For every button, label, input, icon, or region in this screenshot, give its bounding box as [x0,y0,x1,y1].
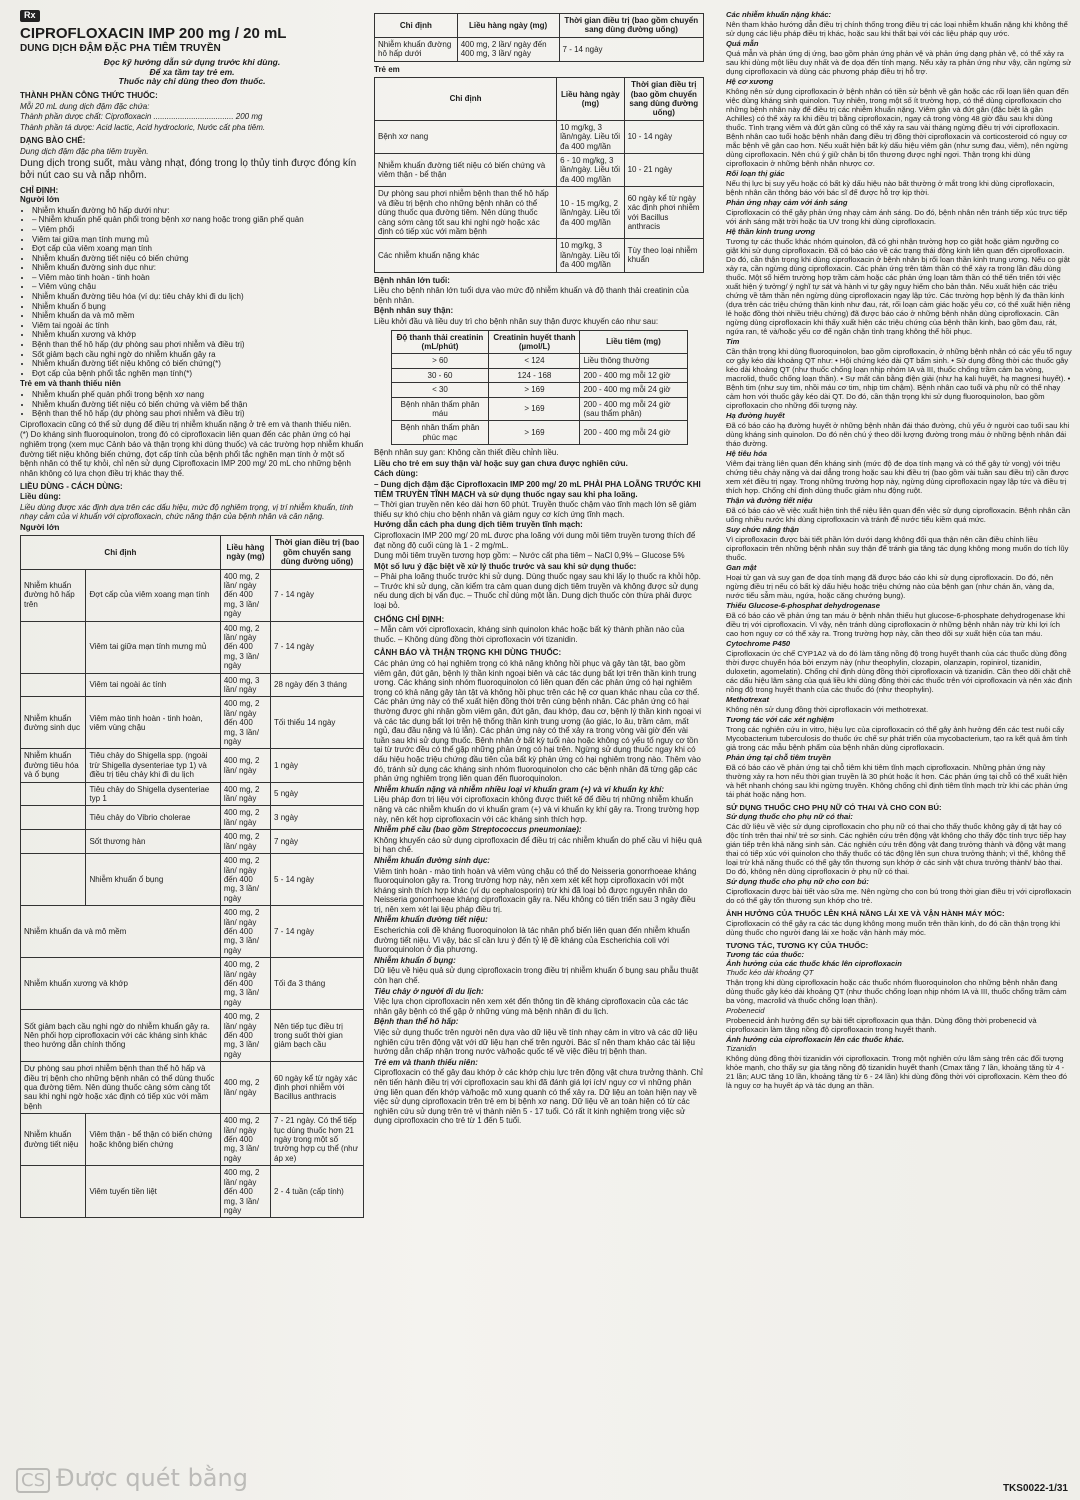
table-row [21,569,364,621]
tiz-text: Không dùng đồng thời tizanidin với ciprofloxacin. Trong một nghiên cứu lâm sàng trên các đối tượng khỏe mạnh, cho thấy sự gia tăng nồng độ tizanidin huyết thanh (Cmax tăng 7 lần, khoảng tăng từ 4 - 21 lần; AUC tăng 10 lần, khoảng tăng từ 6 - 24 lần) khi dùng đồng thời với ciprofloxacin. Kèm theo đó là nguy cơ hạ huyết áp và tác dụng an thần. [726,1054,1067,1090]
document-code: TKS0022-1/31 [1002,1483,1068,1494]
photo-heading: Phản ứng nhạy cảm với ánh sáng [726,198,848,207]
table-cell: Nhiễm khuẩn đường tiêu hóa và ổ bụng [21,749,86,782]
list-item: • Nhiễm khuẩn đường sinh dục như: [32,263,364,273]
composition-heading: THÀNH PHẦN CÔNG THỨC THUỐC: [20,90,158,100]
table-cell: Nhiễm khuẩn đường hô hấp dưới [375,37,458,61]
qt-text: Thận trọng khi dùng ciprofloxacin hoặc các thuốc nhóm fluoroquinolon cho những bệnh nhân đang dùng thuốc gây kéo dài khoảng QT (như thuốc chống loạn nhịp nhóm IA và III, thuốc chống trầm cảm ba vòng, macrolid và thuốc chống loạn thần). [726,978,1067,1005]
table-cell: 5 - 14 ngày [271,854,364,906]
table-cell: 30 - 60 [391,368,489,382]
product-title: CIPROFLOXACIN IMP 200 mg / 20 mL [20,24,287,42]
urinary-heading: Nhiễm khuẩn đường tiết niệu: [374,915,488,925]
table-row [391,421,687,445]
genital-heading: Nhiễm khuẩn đường sinh dục: [374,855,490,865]
table-cell: 400 mg, 2 lần/ ngày đến 400 mg, 3 lần/ ngày [220,1114,270,1166]
children-heading: Trẻ em và thanh thiếu niên [20,379,121,389]
severe-heading: Nhiễm khuẩn nặng và nhiễm nhiều loại vi khuẩn gram (+) và vi khuẩn kỵ khí: [374,784,665,794]
table-header: Chỉ định [375,78,557,121]
table-row [375,37,704,61]
table-cell: 400 mg, 2 lần/ ngày [220,806,270,830]
table-cell: Nhiễm khuẩn đường hô hấp trên [21,569,86,621]
inj-heading: Phản ứng tại chỗ tiêm truyền [726,753,831,762]
vision-heading: Rối loạn thị giác [726,169,785,178]
table-cell: Nhiễm khuẩn đường tiết niệu có biến chứng và viêm thận - bể thận [375,154,557,187]
elderly-text: Liều cho bệnh nhân lớn tuổi dựa vào mức độ nhiễm khuẩn và độ thanh thải creatinin của bệnh nhân. [374,286,689,305]
table-cell: Sốt thương hàn [86,830,220,854]
table-cell: Dự phòng sau phơi nhiễm bệnh than thể hô hấp và điều trị bệnh cho những bệnh nhân có thể dùng thuốc qua đường tiêm. Nên dùng thuốc càng sớm càng tốt sau khi nghi ngờ hoặc xác định có tiếp xúc với mầm bệnh [21,1062,221,1114]
form-heading: DẠNG BÀO CHẾ: [20,136,86,146]
digest-heading: Hệ tiêu hóa [726,449,767,458]
dosage-heading: LIỀU DÙNG - CÁCH DÙNG: [20,482,123,492]
usage-heading: Cách dùng: [374,469,418,479]
special-text: – Phải pha loãng thuốc trước khi sử dụng. Dùng thuốc ngay sau khi lấy lọ thuốc ra khỏi hộp. – Trước khi sử dụng, cần kiểm tra cảm quan dung dịch tiêm truyền và không được sử dụng nếu dung dịch bị vẩn đục. – Thuốc chỉ dùng một lần. Dung dịch thuốc còn thừa phải được loại bỏ. [374,572,701,611]
table-cell: 7 - 14 ngày [271,906,364,958]
preg-text: Các dữ liệu về việc sử dụng ciprofloxacin cho phụ nữ có thai cho thấy thuốc không gây dị tật hay có độc tính trên thai nhi/ trẻ sơ sinh. Các nghiên cứu trên động vật không cho thấy độc tính trực tiếp hay gián tiếp trên khả năng sinh sản. Các nghiên cứu trên động vật đang trưởng thành và động vật mang thai có tiếp xúc với quinolon cho thấy thuốc có tác động lên sụn chưa trưởng thành; vì thế, không thể loại trừ khả năng thuốc có thể gây tổn thương sụn khớp ở các sinh vật chưa trưởng thành/ bào thai. Do đó, không nên dùng ciprofloxacin ở phụ nữ có thai. [726,822,1067,876]
table-cell: 200 - 400 mg mỗi 24 giờ (sau thẩm phân) [580,397,687,421]
table-cell: 10 - 15 mg/kg, 2 lần/ngày. Liều tối đa 400 mg/lần [557,187,624,239]
warning-heading: CẢNH BÁO VÀ THẬN TRỌNG KHI DÙNG THUỐC: [374,648,562,658]
list-item: • Đợt cấp của bệnh phổi tắc nghẽn mạn tính(*) [32,369,364,379]
list-item: • Bệnh than thể hô hấp (dự phòng sau phơi nhiễm và điều trị) [32,409,364,419]
table-cell: 400 mg, 2 lần/ ngày [220,782,270,806]
effect-heading: Ảnh hưởng của ciprofloxacin lên các thuốc khác. [726,1035,905,1044]
table-cell: 124 - 168 [489,368,580,382]
table-cell: 400 mg, 2 lần/ ngày [220,749,270,782]
table-header: Chỉ định [375,14,458,38]
table-cell: 400 mg, 2 lần/ ngày đến 400 mg, 3 lần/ ngày [457,37,559,61]
abdominal-heading: Nhiễm khuẩn ổ bụng: [374,955,456,965]
table-row [375,187,704,239]
list-item: • Nhiễm khuẩn đường tiết niệu có biến chứng [32,254,364,264]
cns-heading: Hệ thần kinh trung ương [726,227,815,236]
table-cell: Tối thiểu 14 ngày [271,697,364,749]
table-cell: Sốt giảm bạch cầu nghi ngờ do nhiễm khuẩn gây ra. Nên phối hợp ciprofloxacin với các kháng sinh khác theo hướng dẫn chính thống [21,1010,221,1062]
renal-text: Liều khởi đầu và liều duy trì cho bệnh nhân suy thận được khuyến cáo như sau: [374,316,659,326]
kids-text: Ciprofloxacin có thể gây đau khớp ở các khớp chịu lực trên động vật chưa trưởng thành. Chỉ nên tiến hành điều trị với ciprofloxacin sau khi đã đánh giá lợi ích/ nguy cơ vì những phản ứng liên quan đến khớp và/hoặc mô xung quanh có thể xảy ra. Dữ liệu an toàn hiện nay về việc sử dụng ciprofloxacin trên trẻ em bị bệnh xơ nang. Dữ liệu về an toàn hiện có từ các nghiên cứu sử dụng trên trẻ vị thành niên 5 - 17 tuổi. Có rất ít kinh nghiệm trong việc sử dụng ciprofloxacin cho trẻ từ 1 đến 5 tuổi. [374,1068,703,1126]
g6pd-heading: Thiếu Glucose-6-phosphat dehydrogenase [726,601,881,610]
list-item: • – Viêm vùng chậu [32,282,364,292]
table-row [375,239,704,272]
table-cell: Viêm thận - bể thận có biến chứng hoặc không biến chứng [86,1114,220,1166]
pneumo-heading: Nhiễm phế cầu (bao gồm Streptococcus pneumoniae): [374,825,582,835]
table-row [21,854,364,906]
list-item: • Nhiễm khuẩn đường tiết niệu có biến chứng và viêm bể thận [32,400,364,410]
table-cell: Tiêu chảy do Vibrio cholerae [86,806,220,830]
table-cell: < 30 [391,383,489,397]
musc-heading: Hệ cơ xương [726,77,774,86]
usage-text-2: – Thời gian truyền nên kéo dài hơn 60 phút. Truyền thuốc chậm vào tĩnh mạch lớn sẽ giảm thiểu sự khó chịu cho bệnh nhân và giảm nguy cơ kích ứng tĩnh mạch. [374,500,697,519]
prob-heading: Probenecid [726,1006,765,1015]
watermark-text: Được quét bằng [56,1464,248,1492]
table-header: Thời gian điều trị (bao gồm chuyển sang dùng đường uống) [271,536,364,569]
preg-sub: Sử dụng thuốc cho phụ nữ có thai: [726,812,853,821]
renal-fn-text: Vì ciprofloxacin được bài tiết phần lớn dưới dạng không đổi qua thận nên cần điều chỉnh liều ciprofloxacin trên những bệnh nhân suy thận để tránh gia tăng tác dụng không mong muốn do tích lũy thuốc. [726,535,1069,562]
table-row [21,1010,364,1062]
table-cell: 28 ngày đến 3 tháng [271,673,364,697]
table-row [21,958,364,1010]
contra-heading: CHỐNG CHỈ ĐỊNH: [374,614,445,624]
lact-sub: Sử dụng thuốc cho phụ nữ cho con bú: [726,877,869,886]
hyper-heading: Quá mẫn [726,39,759,48]
preg-heading: SỬ DỤNG THUỐC CHO PHỤ NỮ CÓ THAI VÀ CHO CON BÚ: [726,803,942,812]
list-item: • – Viêm phổi [32,225,364,235]
table-cell: 10 mg/kg, 3 lần/ngày. Liều tối đa 400 mg/lần [557,120,624,153]
table-row [21,673,364,697]
table-cell: 200 - 400 mg mỗi 12 giờ [580,368,687,382]
travel-heading: Tiêu chảy ở người đi du lịch: [374,986,484,996]
adults-dosage-heading: Người lớn [20,522,60,532]
dosage-sub: Liều dùng: [20,491,61,501]
hyper-text: Quá mẫn và phản ứng dị ứng, bao gồm phản ứng phản vệ và phản ứng dạng phản vệ, có thể xảy ra sau khi dùng một liều duy nhất và đe dọa đến tính mạng. Nếu xảy ra phản ứng như vậy, cần ngừng sử dụng ciprofloxacin và dùng các phương pháp điều trị hỗ trợ. [726,49,1072,76]
table-cell: 3 ngày [271,806,364,830]
test-text: Trong các nghiên cứu in vitro, hiệu lực của ciprofloxacin có thể gây ảnh hưởng đến các test nuôi cấy Mycobacterium tuberculosis do thuốc ức chế sự phát triển của mycobacterium, tạo ra kết quả âm tính giả trong các mẫu bệnh phẩm của bệnh nhân dùng ciprofloxacin. [726,725,1068,752]
table-cell: 10 mg/kg, 3 lần/ngày. Liều tối đa 400 mg/lần [557,239,624,272]
table-cell: > 169 [489,383,580,397]
heart-text: Cần thận trọng khi dùng fluoroquinolon, bao gồm ciprofloxacin, ở những bệnh nhân có các yếu tố nguy cơ gây kéo dài khoảng QT như: • Hội chứng kéo dài QT bẩm sinh. • Sử dụng đồng thời các thuốc gây kéo dài khoảng QT (như thuốc chống loạn nhịp nhóm IA và III, thuốc chống trầm cảm ba vòng, macrolid, thuốc chống loạn thần). • Sự mất cân bằng điện giải (như hạ kali huyết, hạ magnesi huyết). • Bệnh tim (như suy tim, nhồi máu cơ tim, nhịp tim chậm). Bệnh nhân cao tuổi và phụ nữ có thể nhạy cảm hơn với thuốc gây kéo dài QT. Do đó, cần thận trọng khi sử dụng fluoroquinolon, bao gồm ciprofloxacin cho những đối tượng này. [726,347,1072,410]
table-cell: 400 mg, 2 lần/ ngày đến 400 mg, 3 lần/ ngày [220,906,270,958]
dilute-heading: Hướng dẫn cách pha dung dịch tiêm truyền tĩnh mạch: [374,520,583,530]
table-cell [21,830,86,854]
liver-fn-text: Hoại tử gan và suy gan đe dọa tính mạng đã được báo cáo khi sử dụng ciprofloxacin. Do đó, nên ngừng điều trị nếu có bất kỳ dấu hiệu hoặc triệu chứng nào của bệnh gan (như chán ăn, vàng da, nước tiểu sẫm màu, ngứa, hoặc căng chướng bụng). [726,573,1055,600]
table-cell: 400 mg, 3 lần/ ngày [220,673,270,697]
table-cell: Viêm tai ngoài ác tính [86,673,220,697]
table-row [391,354,687,368]
table-cell: Nên tiếp tục điều trị trong suốt thời gian giảm bạch cầu [271,1010,364,1062]
tiz-heading: Tizanidin [726,1044,757,1053]
table-cell: Đợt cấp của viêm xoang mạn tính [86,569,220,621]
table-header: Thời gian điều trị (bao gồm chuyển sang dùng đường uống) [559,14,703,38]
table-cell: 7 - 14 ngày [271,621,364,673]
cns-text: Tương tự các thuốc khác nhóm quinolon, đã có ghi nhận trường hợp co giật hoặc giảm ngưỡng co giật khi sử dụng ciprofloxacin. Đã có báo cáo về các trạng thái động kinh liên quan đến ciprofloxacin. Do đó, cần thận trọng khi dùng ciprofloxacin ở bệnh nhân bị rối loạn thần kinh trung ương. Nếu co giật xảy ra, cần ngừng dùng ciprofloxacin. Các phản ứng trên tâm thần có thể xảy ra trong lần đầu dùng thuốc. Một số hiếm trường hợp trầm cảm hoặc các phản ứng loạn tâm thần có thể tiến triển tới việc xuất hiện ý tưởng/ ý nghĩ tự sát và hành vi tự gây nguy hiểm cho bản thân. Nếu xuất hiện các triệu chứng về tâm thần nên ngừng dùng ciprofloxacin ngay lập tức. Các trường hợp bệnh lý đa thần kinh (dựa trên các triệu chứng thần kinh như đau, rát, rối loạn cảm giác hoặc yếu cơ, có thể xuất hiện riêng lẻ hoặc đồng thời nhiều triệu chứng) đã được báo cáo ở những bệnh nhân dùng ciprofloxacin. Cần ngừng dùng ciprofloxacin khi thấy xuất hiện các triệu chứng của bệnh thần kinh, bao gồm đau, rát, ngứa ran, tê và/hoặc yếu cơ để ngăn chặn tình trạng không thể hồi phục. [726,237,1071,336]
pneumo-text: Không khuyến cáo sử dụng ciprofloxacin để điều trị các nhiễm khuẩn do phế cầu vì hiệu quả bị hạn chế. [374,835,702,855]
elderly-heading: Bệnh nhân lớn tuổi: [374,275,450,285]
table-row [21,1114,364,1166]
table-cell: Nhiễm khuẩn xương và khớp [21,958,221,1010]
table-cell: 400 mg, 2 lần/ ngày đến 400 mg, 3 lần/ ngày [220,1010,270,1062]
mtx-heading: Methotrexat [726,695,770,704]
table-row [375,120,704,153]
drive-heading: ẢNH HƯỞNG CỦA THUỐC LÊN KHẢ NĂNG LÁI XE VÀ VẬN HÀNH MÁY MÓC: [726,909,1005,918]
table-cell: Nhiễm khuẩn đường tiết niệu [21,1114,86,1166]
table-cell: 200 - 400 mg mỗi 24 giờ [580,383,687,397]
children-dosage-heading: Trẻ em [374,64,400,74]
table-cell: > 169 [489,421,580,445]
table-cell: > 60 [391,354,489,368]
kidney-text: Đã có báo cáo về việc xuất hiện tinh thể niệu liên quan đến việc sử dụng ciprofloxacin. Bệnh nhân cần uống nhiều nước khi dùng ciprofloxacin và tránh để nước tiểu kiềm quá mức. [726,506,1071,524]
list-item: • Nhiễm khuẩn đường tiết niệu không có biến chứng(*) [32,359,364,369]
table-cell: Nhiễm khuẩn đường sinh dục [21,697,86,749]
table-cell: 7 ngày [271,830,364,854]
table-cell [21,782,86,806]
abdominal-text: Dữ liệu về hiệu quả sử dụng ciprofloxacin trong điều trị nhiễm khuẩn ổ bụng sau phẫu thuật còn hạn chế. [374,966,699,986]
dilute-text: Ciprofloxacin IMP 200 mg/ 20 mL được pha loãng với dung môi tiêm truyền tương thích để đạt nồng độ cuối cùng là 1 - 2 mg/mL. [374,530,696,550]
urinary-text: Escherichia coli đề kháng fluoroquinolon là tác nhân phổ biến liên quan đến nhiễm khuẩn đường tiết niệu. Vì vậy, bác sĩ cần lưu ý đến tỷ lệ đề kháng của Escherichia coli với fluoroquinolon ở địa phương. [374,926,690,955]
notice-2: Để xa tầm tay trẻ em. [149,66,235,77]
table-cell [21,854,86,906]
other-text: Nên tham khảo hướng dẫn điều trị chính thống trong điều trị các loại nhiễm khuẩn nặng khi không thể sử dụng các liệu pháp điều trị khác, hoặc sau khi thất bại với các liệu pháp quy ước. [726,20,1068,38]
table-row [391,397,687,421]
test-heading: Tương tác với các xét nghiệm [726,715,835,724]
cyp-heading: Cytochrome P450 [726,639,791,648]
list-item: • – Nhiễm khuẩn phế quản phổi trong bệnh xơ nang hoặc trong giãn phế quản [32,215,364,225]
table-cell: 60 ngày kể từ ngày xác định phơi nhiễm với Bacillus anthracis [624,187,703,239]
composition-active: Thành phần dược chất: Ciprofloxacin .................................... 200 mg [20,112,263,122]
special-heading: Một số lưu ý đặc biệt về xử lý thuốc trước và sau khi sử dụng thuốc: [374,561,637,571]
table-cell [21,806,86,830]
table-header: Chỉ định [21,536,221,569]
inj-text: Đã có báo cáo về phản ứng tại chỗ tiêm khi tiêm tĩnh mạch ciprofloxacin. Những phản ứng này thường xảy ra hơn nếu thời gian truyền là 30 phút hoặc ít hơn. Các phản ứng tại chỗ có thể xuất hiện và hết nhanh chóng sau khi ngừng truyền. Không chống chỉ định tiêm tĩnh mạch trừ khi các phản ứng tái phát hoặc nặng hơn. [726,763,1068,799]
adult-indications [20,206,364,379]
table-cell: 60 ngày kể từ ngày xác định phơi nhiễm với Bacillus anthracis [271,1062,364,1114]
table-row [21,621,364,673]
table-cell: 6 - 10 mg/kg, 3 lần/ngày. Liều tối đa 400 mg/lần [557,154,624,187]
other-heading: Các nhiễm khuẩn nặng khác: [726,10,832,19]
dilute-text-2: Dung môi tiêm truyền tương hợp gồm: – Nước cất pha tiêm – NaCl 0,9% – Glucose 5% [374,551,685,561]
table-cell: 400 mg, 2 lần/ ngày đến 400 mg, 3 lần/ ngày [220,1166,270,1218]
list-item: • Nhiễm khuẩn xương và khớp [32,330,364,340]
table-header: Liều tiêm (mg) [580,330,687,354]
table-header: Creatinin huyết thanh (µmol/L) [489,330,580,354]
table-cell: Bệnh xơ nang [375,120,557,153]
list-item: • Viêm tai giữa mạn tính mưng mủ [32,235,364,245]
table-cell: 10 - 21 ngày [624,154,703,187]
g6pd-text: Đã có báo cáo về phản ứng tan máu ở bệnh nhân thiếu hụt glucose-6-phosphate dehydrogenase khi điều trị với ciprofloxacin. Vì vậy, nên tránh dùng ciprofloxacin ở những bệnh nhân này trừ khi lợi ích cao hơn nguy cơ có thể xảy ra. Trong trường hợp này, cần theo dõi sự xuất hiện của tan máu. [726,611,1065,638]
mtx-text: Không nên sử dụng đồng thời ciprofloxacin với methotrexat. [726,705,929,714]
table-row [21,1166,364,1218]
list-item: • Nhiễm khuẩn da và mô mềm [32,311,364,321]
table-row [391,368,687,382]
column-1 [20,10,364,1221]
table-cell: 400 mg, 2 lần/ ngày đến 400 mg, 3 lần/ ngày [220,569,270,621]
prob-text: Probenecid ảnh hưởng đến sự bài tiết ciprofloxacin qua thận. Dùng đồng thời probenecid và ciprofloxacin làm tăng nồng độ ciprofloxacin trong huyết thanh. [726,1016,1037,1034]
table-cell: Nhiễm khuẩn ổ bụng [86,854,220,906]
table-cell: Bệnh nhân thẩm phân phúc mạc [391,421,489,445]
table-cell: 200 - 400 mg mỗi 24 giờ [580,421,687,445]
interaction-sub-2: Ảnh hưởng của các thuốc khác lên ciprofloxacin [726,959,902,968]
renal-heading: Bệnh nhân suy thận: [374,306,454,316]
adults-heading: Người lớn [20,195,60,205]
table-header: Độ thanh thải creatinin (mL/phút) [391,330,489,354]
usage-text: – Dung dịch đậm đặc Ciprofloxacin IMP 200 mg/ 20 mL PHẢI PHA LOÃNG TRƯỚC KHI TIÊM TRUYỀN TĨNH MẠCH và sử dụng thuốc ngay sau khi pha loãng. [374,479,701,499]
renal-table [391,330,688,446]
musc-text: Không nên sử dụng ciprofloxacin ở bệnh nhân có tiền sử bệnh về gân hoặc các rối loạn liên quan đến việc dùng kháng sinh quinolon. Tuy nhiên, trong một số ít trường hợp, có thể dùng ciprofloxacin cho những bệnh nhân này để điều trị các nhiễm khuẩn nặng. Viêm gân và đứt gân (đặc biệt là gân Achilles) có thể xảy ra khi điều trị bằng ciprofloxacin, ngay cả trong vòng 48 giờ đầu sau khi dùng thuốc. Tình trạng viêm và đứt gân cũng có thể xảy ra sau vài tháng ngừng điều trị với ciprofloxacin. Bệnh nhân cao tuổi hoặc bệnh nhân đang điều trị đồng thời ciprofloxacin và corticosteroid có nguy cơ mắc bệnh về gân cao hơn. Nếu xuất hiện bất kỳ dấu hiệu viêm gân (như sưng đau, viêm), nên ngừng dùng ciprofloxacin. Nên chú ý giữ chân bị tổn thương được nghỉ ngơi. Thận trọng khi dùng ciprofloxacin ở những bệnh nhân nhược cơ. [726,87,1069,168]
table-cell: 2 - 4 tuần (cấp tính) [271,1166,364,1218]
child-indications [20,390,364,419]
column-2 [374,10,704,1127]
table-cell: Bệnh nhân thẩm phân máu [391,397,489,421]
table-header: Liều hàng ngày (mg) [557,78,624,121]
table-header: Liều hàng ngày (mg) [220,536,270,569]
lact-text: Ciprofloxacin được bài tiết vào sữa mẹ. Nên ngừng cho con bú trong thời gian điều trị với ciprofloxacin do có thể gây tổn thương sụn khớp cho trẻ. [726,887,1072,905]
footnote: (*) Do kháng sinh fluoroquinolon, trong đó có ciprofloxacin liên quan đến các phản ứng có hại nghiêm trọng (xem mục Cảnh báo và thận trọng khi dùng thuốc) và các trường hợp nhiễm khuẩn đường tiết niệu không biến chứng, đợt cấp tính của bệnh phổi tắc nghẽn mạn tính ở một số bệnh nhân có thể tự khỏi, chỉ nên sử dụng Ciprofloxacin IMP 200 mg/ 20 mL cho những bệnh nhân không có lựa chọn điều trị khác thay thế. [20,430,364,478]
table-row [21,1062,364,1114]
drive-text: Ciprofloxacin có thể gây ra các tác dụng không mong muốn trên thần kinh, do đó cần thận trọng khi dùng thuốc cho người đang lái xe hoặc vận hành máy móc. [726,919,1060,937]
severe-text: Liệu pháp đơn trị liệu với ciprofloxacin không được thiết kế để điều trị những nhiễm khuẩn nặng và các nhiễm khuẩn do vi khuẩn gram (+) và vi khuẩn kỵ khí gây ra. Trong trường hợp này, nên kết hợp ciprofloxacin với các kháng sinh thích hợp. [374,795,700,824]
table-cell: 10 - 14 ngày [624,120,703,153]
children-dosage-table [374,77,704,272]
table-cell: Nhiễm khuẩn da và mô mềm [21,906,221,958]
list-item: • – Viêm mào tinh hoàn - tinh hoàn [32,273,364,283]
glyc-heading: Hạ đường huyết [726,411,785,420]
table-row [21,782,364,806]
table-cell: Dự phòng sau phơi nhiễm bệnh than thể hô hấp và điều trị bệnh cho những bệnh nhân có thể dùng thuốc qua đường tiêm. Nên dùng thuốc càng sớm càng tốt sau khi nghi ngờ hoặc xác định có tiếp xúc với mầm bệnh [375,187,557,239]
list-item: • Viêm tai ngoài ác tính [32,321,364,331]
table-cell: > 169 [489,397,580,421]
list-item: • Nhiễm khuẩn ổ bụng [32,302,364,312]
scanner-logo: CS [16,1468,50,1493]
table-cell: 7 - 14 ngày [559,37,703,61]
table-cell: Tiêu chảy do Shigella spp. (ngoài trừ Shigella dysenteriae typ 1) và điều trị tiêu chảy khi đi du lịch [86,749,220,782]
table-cell: Tùy theo loại nhiễm khuẩn [624,239,703,272]
digest-text: Viêm đại tràng liên quan đến kháng sinh (mức độ đe dọa tính mạng và có thể gây tử vong) với triệu chứng tiêu chảy nặng và dai dẳng trong hoặc sau khi điều trị (bao gồm vài tuần sau điều trị) cần được xem xét điều trị ngay. Trong những trường hợp này, ngừng dùng ciprofloxacin ngay lập tức và điều trị thích hợp. Chống chỉ định dùng thuốc giảm nhu động ruột. [726,459,1069,495]
table-cell: 400 mg, 2 lần/ ngày [220,830,270,854]
table-cell: 7 - 14 ngày [271,569,364,621]
photo-text: Ciprofloxacin có thể gây phản ứng nhạy cảm ánh sáng. Do đó, bệnh nhân nên tránh tiếp xúc trực tiếp với ánh sáng mặt trời hoặc tia UV trong khi dùng ciprofloxacin. [726,208,1068,226]
table-header: Liều hàng ngày (mg) [457,14,559,38]
liver-text-2: Liều cho trẻ em suy thận và/ hoặc suy gan chưa được nghiên cứu. [374,458,628,468]
liver-heading: Gan mật [726,563,757,572]
cyp-text: Ciprofloxacin ức chế CYP1A2 và do đó làm tăng nồng độ trong huyết thanh của các thuốc dùng đồng thời được chuyển hóa bởi enzym này (như theophylin, clozapin, olanzapin, ropinirol, tizanidin, duloxetin, agomelatin). Chống chỉ định dùng đồng thời ciprofloxacin và tizanidin. Cần theo dõi chặt chẽ các dấu hiệu lâm sàng của quá liều khi dùng đồng thời các thuốc trên với ciprofloxacin và nên xác định nồng độ trong huyết thanh của các thuốc đó (như theophylin). [726,649,1072,694]
contra-text: – Mẫn cảm với ciprofloxacin, kháng sinh quinolon khác hoặc bất kỳ thành phần nào của thuốc. – Không dùng đồng thời ciprofloxacin với tizanidin. [374,625,685,644]
table-cell: 400 mg, 2 lần/ ngày đến 400 mg, 3 lần/ ngày [220,621,270,673]
table-cell: < 124 [489,354,580,368]
table-row [21,749,364,782]
liver-text: Bệnh nhân suy gan: Không cần thiết điều chỉnh liều. [374,448,559,458]
product-subtitle: DUNG DỊCH ĐẬM ĐẶC PHA TIÊM TRUYỀN [20,42,221,54]
table-cell [21,673,86,697]
description: Dung dịch trong suốt, màu vàng nhạt, đóng trong lọ thủy tinh được đóng kín bởi nút cao su và nắp nhôm. [20,157,357,181]
table-cell: Viêm tuyến tiền liệt [86,1166,220,1218]
interaction-sub: Tương tác của thuốc: [726,950,805,959]
table-cell: 5 ngày [271,782,364,806]
notice-1: Đọc kỹ hướng dẫn sử dụng trước khi dùng. [103,57,281,68]
notice-3: Thuốc này chỉ dùng theo đơn thuốc. [118,76,266,87]
table-row [391,383,687,397]
lower-respiratory-table [374,13,704,62]
table-cell: Các nhiễm khuẩn nặng khác [375,239,557,272]
form-text: Dung dịch đậm đặc pha tiêm truyền. [20,146,149,156]
list-item: • Đợt cấp của viêm xoang mạn tính [32,244,364,254]
kids-heading: Trẻ em và thanh thiếu niên: [374,1057,478,1067]
list-item: • Bệnh than thể hô hấp (dự phòng sau phơi nhiễm và điều trị) [32,340,364,350]
list-item: • Nhiễm khuẩn phế quản phổi trong bệnh xơ nang [32,390,364,400]
anthrax-heading: Bệnh than thể hô hấp: [374,1017,459,1027]
heart-heading: Tim [726,337,740,346]
table-cell: 1 ngày [271,749,364,782]
kidney-heading: Thận và đường tiết niệu [726,496,813,505]
table-cell: Tối đa 3 tháng [271,958,364,1010]
table-cell: Viêm tai giữa mạn tính mưng mủ [86,621,220,673]
vision-text: Nếu thị lực bị suy yếu hoặc có bất kỳ dấu hiệu nào bất thường ở mắt trong khi dùng ciprofloxacin, bệnh nhân cần thông báo với bác sĩ để được hỗ trợ kịp thời. [726,179,1055,197]
list-item: • Sốt giảm bạch cầu nghi ngờ do nhiễm khuẩn gây ra [32,350,364,360]
list-item: • Nhiễm khuẩn đường tiêu hóa (ví dụ: tiêu chảy khi đi du lịch) [32,292,364,302]
table-row [21,906,364,958]
table-row [21,806,364,830]
rx-badge: Rx [20,10,40,22]
table-row [21,830,364,854]
anthrax-text: Việc sử dụng thuốc trên người nên dựa vào dữ liệu về tính nhạy cảm in vitro và các dữ liệu nghiên cứu trên động vật với dữ liệu hạn chế trên người. Bác sĩ nên tham khảo các tài liệu hướng dẫn chấp nhận trong nước và/hoặc quốc tế về việc điều trị bệnh than. [374,1028,698,1057]
table-cell: Liều thông thường [580,354,687,368]
table-header: Thời gian điều trị (bao gồm chuyển sang dùng đường uống) [624,78,703,121]
table-cell: 400 mg, 2 lần/ ngày đến 400 mg, 3 lần/ ngày [220,958,270,1010]
table-cell: 400 mg, 2 lần/ ngày đến 400 mg, 3 lần/ ngày [220,697,270,749]
composition-excipients: Thành phần tá dược: Acid lactic, Acid hydrocloric, Nước cất pha tiêm. [20,122,266,132]
travel-text: Việc lựa chọn ciprofloxacin nên xem xét đến thông tin đề kháng ciprofloxacin của các tác nhân gây bệnh có thể gặp ở những vùng mà bệnh nhân đi du lịch. [374,997,689,1016]
indications-heading: CHỈ ĐỊNH: [20,185,59,195]
table-cell: 400 mg, 2 lần/ ngày [220,1062,270,1114]
adult-dosage-table [20,535,364,1218]
warning-text: Các phản ứng có hại nghiêm trọng có khả năng không hồi phục và gây tàn tật, bao gồm viêm gân, đứt gân, bệnh lý thần kinh ngoại biên và các tác dụng bất lợi trên thần kinh trung ương. Các kháng sinh nhóm fluoroquinolon có liên quan đến các phản ứng có hại nghiêm trọng có khả năng gây tàn tật và không hồi phục trên các hệ cơ quan khác nhau của cơ thể. Các phản ứng này có thể xuất hiện đồng thời trên cùng bệnh nhân. Các phản ứng có hại thường được ghi nhận gồm viêm gân, đứt gân, đau khớp, đau cơ, bệnh lý thần kinh ngoại vi và các tác dụng bất lợi trên hệ thống thần kinh trung ương (ảo giác, lo âu, trầm cảm, mất ngủ, đau đầu nặng và lú lẫn). Các phản ứng này có thể xảy ra trong vòng vài giờ đến vài tuần sau khi sử dụng thuốc. Bệnh nhân ở bất kỳ tuổi nào hoặc không có yếu tố nguy cơ tồn tại từ trước đều có thể gặp những phản ứng có hại trên. Ngừng sử dụng thuốc ngay khi có dấu hiệu hoặc triệu chứng đầu tiên của bất kỳ phản ứng có hại nghiêm trọng nào. Thêm vào đó, tránh sử dụng các kháng sinh nhóm fluoroquinolon cho các bệnh nhân đã từng gặp các phản ứng nghiêm trọng liên quan đến fluoroquinolon. [374,659,702,784]
renal-fn-heading: Suy chức năng thận [726,525,799,534]
interaction-heading: TƯƠNG TÁC, TƯƠNG KỴ CỦA THUỐC: [726,941,869,950]
qt-heading: Thuốc kéo dài khoảng QT [726,968,814,977]
table-row [375,154,704,187]
table-cell: Tiêu chảy do Shigella dysenteriae typ 1 [86,782,220,806]
table-cell [21,621,86,673]
child-note: Ciprofloxacin cũng có thể sử dụng để điều trị nhiễm khuẩn nặng ở trẻ em và thanh thiếu niên. [20,419,352,429]
column-3 [726,10,1072,1091]
dosage-text: Liều dùng được xác định dựa trên các dấu hiệu, mức độ nghiêm trọng, vị trí nhiễm khuẩn, tính nhạy cảm của vi khuẩn với ciprofloxacin, chức năng thận của bệnh nhân và cân nặng. [20,502,354,522]
table-cell: Viêm mào tinh hoàn - tinh hoàn, viêm vùng chậu [86,697,220,749]
table-cell: 400 mg, 2 lần/ ngày đến 400 mg, 3 lần/ ngày [220,854,270,906]
list-item: • Nhiễm khuẩn đường hô hấp dưới như: [32,206,364,216]
glyc-text: Đã có báo cáo hạ đường huyết ở những bệnh nhân đái tháo đường, chủ yếu ở người cao tuổi sau khi dùng kháng sinh quinolon. Do đó nên chú ý theo dõi lượng đường trong máu ở những bệnh nhân đái tháo đường. [726,421,1070,448]
genital-text: Viêm tinh hoàn - mào tinh hoàn và viêm vùng chậu có thể do Neisseria gonorrhoeae kháng fluoroquinolon gây ra. Trong trường hợp này, nên xem xét kết hợp ciprofloxacin với một kháng sinh thích hợp khác (ví dụ cephalosporin) trừ khi đã loại bỏ được nguyên nhân do Neisseria gonorrhoeae kháng ciprofloxacin gây ra. Nếu không có tiến triển sau 3 ngày điều trị, nên xem xét lại liệu pháp điều trị. [374,866,697,914]
scanner-watermark [16,1464,248,1492]
table-cell [21,1166,86,1218]
composition-line: Mỗi 20 mL dung dịch đậm đặc chứa: [20,101,150,111]
table-row [21,697,364,749]
table-cell: 7 - 21 ngày. Có thể tiếp tục dùng thuốc hơn 21 ngày trong một số trường hợp cụ thể (như áp xe) [271,1114,364,1166]
